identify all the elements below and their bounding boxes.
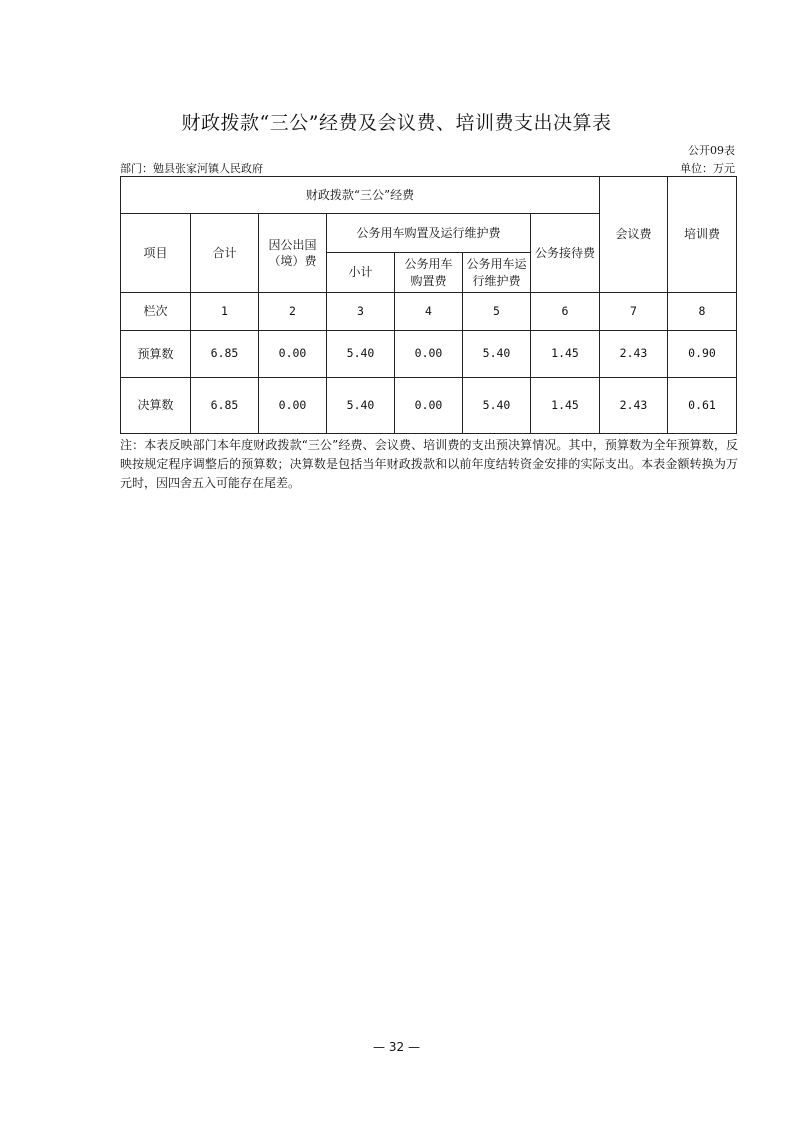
header-vehicle-purchase: 公务用车购置费 [395,253,463,293]
cell: 1 [191,293,259,331]
cell: 2 [259,293,327,331]
table-row [121,378,737,434]
table-row [121,293,737,331]
cell: 5.40 [463,378,531,434]
row-label: 栏次 [121,293,191,331]
department-label: 部门：勉县张家河镇人民政府 [120,162,263,175]
header-meeting: 会议费 [600,177,668,293]
cell: 6.85 [191,331,259,378]
page-number: — 32 — [373,1040,420,1054]
header-subtotal: 小计 [327,253,395,293]
cell: 8 [668,293,737,331]
unit-label: 单位：万元 [680,162,735,175]
row-label: 预算数 [121,331,191,378]
cell: 3 [327,293,395,331]
group-header: 财政拨款“三公”经费 [121,177,600,214]
cell: 0.90 [668,331,737,378]
cell: 0.61 [668,378,737,434]
form-code: 公开09表 [688,144,735,157]
cell: 5.40 [327,378,395,434]
header-reception: 公务接待费 [531,214,600,293]
header-item: 项目 [121,214,191,293]
header-vehicle-operation: 公务用车运行维护费 [463,253,531,293]
cell: 2.43 [600,378,668,434]
cell: 7 [600,293,668,331]
cell: 5.40 [463,331,531,378]
page-title: 财政拨款“三公”经费及会议费、培训费支出决算表 [181,112,612,134]
table-row [121,331,737,378]
cell: 6 [531,293,600,331]
cell: 0.00 [395,378,463,434]
cell: 0.00 [395,331,463,378]
expenditure-table [120,176,737,434]
cell: 0.00 [259,378,327,434]
header-abroad: 因公出国（境）费 [259,214,327,293]
cell: 6.85 [191,378,259,434]
header-vehicle-group: 公务用车购置及运行维护费 [327,214,531,253]
cell: 5 [463,293,531,331]
cell: 1.45 [531,378,600,434]
header-training: 培训费 [668,177,737,293]
table-note: 注：本表反映部门本年度财政拨款“三公”经费、会议费、培训费的支出预决算情况。其中，预算数为全年预算数，反映按规定程序调整后的预算数；决算数是包括当年财政拨款和以前年度结转资金安排的实际支出。本表金额转换为万元时，因四舍五入可能存在尾差。 [120,438,738,490]
cell: 0.00 [259,331,327,378]
cell: 2.43 [600,331,668,378]
header-total: 合计 [191,214,259,293]
row-label: 决算数 [121,378,191,434]
cell: 4 [395,293,463,331]
cell: 5.40 [327,331,395,378]
cell: 1.45 [531,331,600,378]
